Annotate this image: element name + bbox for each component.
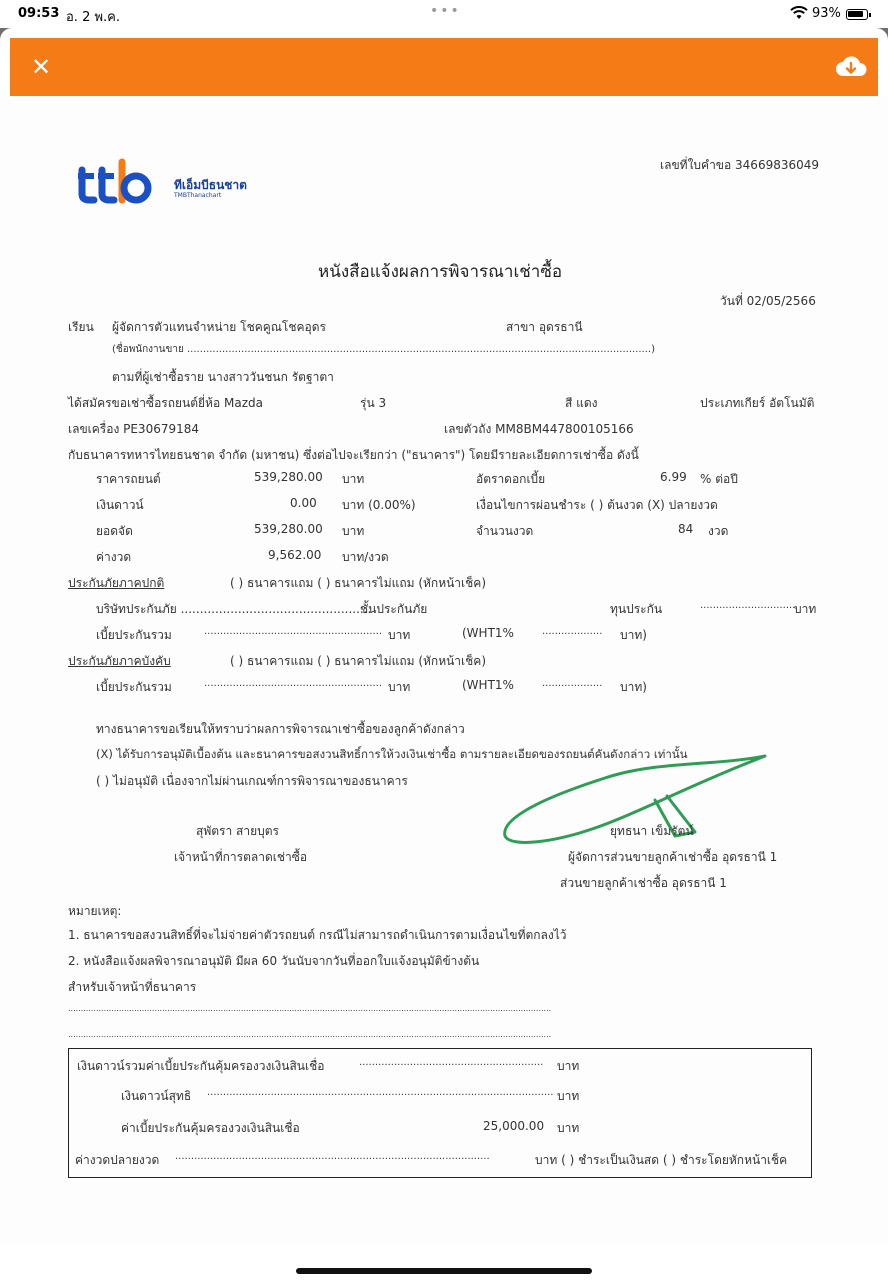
applicant: ตามที่ผู้เช่าซื้อราย นางสาววันชนก รัตฐาตา	[112, 370, 334, 384]
box-row4-label: ค่างวดปลายงวด	[75, 1153, 160, 1167]
finance-value: 539,280.00	[254, 522, 323, 536]
chassis-number: เลขตัวถัง MM8BM447800105166	[444, 422, 634, 436]
signer-right-name: ยุทธนา เข็มรัตน์	[610, 824, 694, 838]
term-value: 84	[678, 522, 694, 536]
multitask-dots[interactable]: •••	[430, 3, 461, 19]
status-time: 09:53	[18, 6, 60, 21]
installment-value: 9,562.00	[268, 548, 322, 562]
result-approved: (X) ได้รับการอนุมัติเบื้องต้น และธนาคารขอสงวนสิทธิ์การให้วงเงินเช่าซื้อ ตามรายละเอียดของรถยนต์คันดังกล่าว เท่านั้น	[96, 747, 688, 761]
price-label: ราคารถยนต์	[96, 472, 161, 486]
cloud-download-icon[interactable]	[834, 52, 868, 82]
car-color: สี แดง	[565, 396, 598, 410]
down-value: 0.00	[290, 496, 317, 510]
document-title: หนังสือแจ้งผลการพิจารณาเช่าซื้อ	[318, 262, 563, 282]
officer-dotted-line-2: ..............................................................................................................................................................................................	[68, 1030, 552, 1039]
box-row2-label: เงินดาวน์สุทธิ	[121, 1089, 192, 1103]
voluntary-wht: (WHT1%	[462, 626, 514, 640]
box-row3-unit: บาท	[557, 1121, 580, 1135]
compulsory-premium-label: เบี้ยประกันรวม	[96, 680, 172, 694]
sum-insured-label: ทุนประกัน	[610, 602, 663, 616]
branch: สาขา อุดรธานี	[506, 320, 583, 334]
result-rejected: ( ) ไม่อนุมัติ เนื่องจากไม่ผ่านเกณฑ์การพิจารณาของธนาคาร	[96, 774, 408, 788]
installment-label: ค่างวด	[96, 550, 132, 564]
home-indicator[interactable]	[296, 1268, 592, 1274]
car-brand: ได้สมัครขอเช่าซื้อรถยนต์ยี่ห้อ Mazda	[68, 396, 263, 410]
term-unit: งวด	[708, 524, 729, 538]
note-2: 2. หนังสือแจ้งผลพิจารณาอนุมัติ มีผล 60 วันนับจากวันที่ออกใบแจ้งอนุมัติข้างต้น	[68, 954, 480, 968]
compulsory-wht-unit: บาท)	[620, 680, 647, 694]
finance-unit: บาท	[342, 524, 365, 538]
box-row1-label: เงินดาวน์รวมค่าเบี้ยประกันคุ้มครองวงเงินสินเชื่อ	[77, 1059, 325, 1073]
voluntary-premium-line: ........................................................	[204, 626, 383, 637]
box-row1-unit: บาท	[557, 1059, 580, 1073]
document-date: วันที่ 02/05/2566	[720, 294, 816, 308]
notes-label: หมายเหตุ:	[68, 904, 122, 918]
note-1: 1. ธนาคารขอสงวนสิทธิ์ที่จะไม่จ่ายค่าตัวรถยนต์ กรณีไม่สามารถดำเนินการตามเงื่อนไขที่ตกลงไว้	[68, 928, 567, 942]
voluntary-insurance-heading: ประกันภัยภาคปกติ	[68, 576, 165, 590]
voluntary-premium-label: เบี้ยประกันรวม	[96, 628, 172, 642]
box-row2-line: .............................................................................................................	[207, 1087, 554, 1098]
voluntary-insurance-option: ( ) ธนาคารแถม ( ) ธนาคารไม่แถม (หักหน้าเช็ค)	[230, 576, 486, 590]
down-label: เงินดาวน์	[96, 498, 144, 512]
insurance-class: ชั้นประกันภัย	[360, 602, 428, 616]
document-viewer-modal	[0, 28, 888, 1246]
payment-condition: เงื่อนไขการผ่อนชำระ ( ) ต้นงวด (X) ปลายงวด	[476, 498, 718, 512]
voluntary-premium-unit: บาท	[388, 628, 411, 642]
price-value: 539,280.00	[254, 470, 323, 484]
signer-left-name: สุพัตรา สายบุตร	[196, 824, 279, 838]
sum-insured-unit: บาท	[794, 602, 817, 616]
officer-dotted-line-1: ..............................................................................................................................................................................................	[68, 1004, 552, 1013]
price-unit: บาท	[342, 472, 365, 486]
box-row4-line: ...................................................................................................	[175, 1151, 490, 1162]
modal-header	[10, 38, 878, 96]
status-bar	[0, 0, 888, 28]
status-date: อ. 2 พ.ค.	[66, 10, 121, 25]
signer-left-title: เจ้าหน้าที่การตลาดเช่าซื้อ	[174, 850, 308, 864]
compulsory-insurance-heading: ประกันภัยภาคบังคับ	[68, 654, 171, 668]
battery-percent: 93%	[812, 6, 841, 21]
battery-icon	[846, 9, 868, 20]
intro-text: กับธนาคารทหารไทยธนชาต จำกัด (มหาชน) ซึ่งต่อไปจะเรียกว่า ("ธนาคาร") โดยมีรายละเอียดการเช่าซื้อ ดังนี้	[68, 448, 639, 462]
compulsory-wht: (WHT1%	[462, 678, 514, 692]
document-page	[0, 96, 888, 1246]
term-label: จำนวนงวด	[476, 524, 534, 538]
home-area	[0, 1246, 888, 1280]
compulsory-wht-line: ...................	[542, 678, 603, 689]
bank-summary-box	[68, 1048, 812, 1178]
voluntary-wht-line: ...................	[542, 626, 603, 637]
rate-unit: % ต่อปี	[700, 472, 738, 486]
voluntary-wht-unit: บาท)	[620, 628, 647, 642]
compulsory-premium-unit: บาท	[388, 680, 411, 694]
box-row4-unit: บาท ( ) ชำระเป็นเงินสด ( ) ชำระโดยหักหน้าเช็ค	[535, 1153, 788, 1167]
car-model: รุ่น 3	[360, 396, 387, 410]
greeting-dealer: ผู้จัดการตัวแทนจำหน่าย โชคคูณโชคอุดร	[112, 320, 326, 334]
rate-value: 6.99	[660, 470, 687, 484]
box-row2-unit: บาท	[557, 1089, 580, 1103]
bank-officer-label: สำหรับเจ้าหน้าที่ธนาคาร	[68, 980, 197, 994]
greeting-label: เรียน	[68, 320, 94, 334]
installment-unit: บาท/งวด	[342, 550, 389, 564]
salesperson-line: (ชื่อพนักงานขาย ..................................................................................................................................................)	[112, 344, 655, 355]
close-icon[interactable]: ✕	[30, 53, 52, 81]
ttb-logo	[78, 158, 258, 208]
box-row1-line: ..........................................................	[359, 1057, 544, 1068]
compulsory-insurance-option: ( ) ธนาคารแถม ( ) ธนาคารไม่แถม (หักหน้าเช็ค)	[230, 654, 486, 668]
wifi-icon	[790, 6, 808, 24]
box-row3-value: 25,000.00	[483, 1119, 545, 1133]
engine-number: เลขเครื่อง PE30679184	[68, 422, 200, 436]
sum-insured-line: ..............................	[700, 600, 796, 611]
insurance-company: บริษัทประกันภัย ..................................................	[96, 602, 372, 616]
rate-label: อัตราดอกเบี้ย	[476, 472, 546, 486]
result-intro: ทางธนาคารขอเรียนให้ทราบว่าผลการพิจารณาเช่าซื้อของลูกค้าดังกล่าว	[96, 722, 465, 736]
down-unit: บาท (0.00%)	[342, 498, 416, 512]
finance-label: ยอดจัด	[96, 524, 133, 538]
box-row3-label: ค่าเบี้ยประกันคุ้มครองวงเงินสินเชื่อ	[121, 1121, 300, 1135]
logo-thai-text: ทีเอ็มบีธนชาต	[174, 178, 247, 192]
signer-right-dept: ส่วนขายลูกค้าเช่าซื้อ อุดรธานี 1	[560, 876, 727, 890]
gear-type: ประเภทเกียร์ อัตโนมัติ	[700, 396, 815, 410]
request-number: เลขที่ใบคำขอ 34669836049	[660, 158, 820, 172]
signer-right-title: ผู้จัดการส่วนขายลูกค้าเช่าซื้อ อุดรธานี 1	[568, 850, 778, 864]
compulsory-premium-line: ........................................................	[204, 678, 383, 689]
logo-english-text: TMBThanachart	[174, 192, 222, 199]
